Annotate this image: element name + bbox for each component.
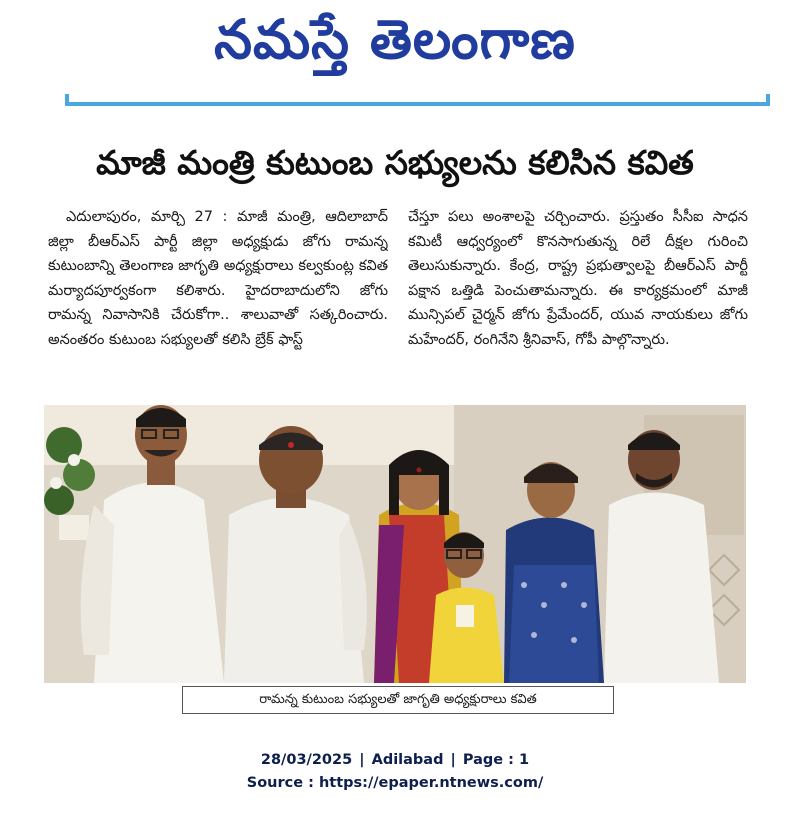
article-body-left-column: ఎదులాపురం, మార్చి 27 : మాజీ మంత్రి, ఆదిలాబాద్ జిల్లా బీఆర్ఎస్ పార్టీ జిల్లా అధ్యక్షుడు జోగు రామన్న కుటుంబాన్ని తెలంగాణ జాగృతి అధ్యక్షురాలు కల్వకుంట్ల కవిత మర్యాదపూర్వకంగా కలిశారు. హైదరాబాదులోని జోగు రామన్న నివాసానికి చేరుకోగా.. శాలువాతో సత్కరించారు. అనంతరం కుటుంబ సభ్యులతో కలిసి బ్రేక్ ఫాస్ట్ <box>48 209 388 348</box>
article-body-right-column: చేస్తూ పలు అంశాలపై చర్చించారు. ప్రస్తుతం సీసీఐ సాధన కమిటీ ఆధ్వర్యంలో కొనసాగుతున్న రిలే దీక్షల గురించి తెలుసుకున్నారు. కేంద్ర, రాష్ట్ర ప్రభుత్వాలపై బీఆర్ఎస్ పార్టీ పక్షాన ఒత్తిడి పెంచుతామన్నారు. ఈ కార్యక్రమంలో మాజీ మున్సిపల్ చైర్మన్ జోగు ప్రేమేందర్, యువ నాయకులు జోగు మహేందర్, రంగినేని శ్రీనివాస్, గోపీ పాల్గొన్నారు. <box>408 209 748 348</box>
masthead-rule-right-tick <box>766 94 770 106</box>
footer-date: 28/03/2025 <box>260 752 353 768</box>
footer-source: Source : https://epaper.ntnews.com/ <box>246 775 544 791</box>
newspaper-masthead: నమస్తే తెలంగాణ <box>214 8 576 71</box>
group-photo-illustration <box>44 405 746 683</box>
footer-edition-line: 28/03/2025 | Adilabad | Page : 1 <box>260 752 530 768</box>
article-photo <box>44 405 746 683</box>
article-headline: మాజీ మంత్రి కుటుంబ సభ్యులను కలిసిన కవిత <box>96 143 694 182</box>
masthead-rule <box>65 102 770 106</box>
photo-caption: రామన్న కుటుంబ సభ్యులతో జాగృతి అధ్యక్షురాలు కవిత <box>182 686 614 714</box>
footer-edition: Adilabad <box>371 752 444 768</box>
footer-page: Page : 1 <box>462 752 530 768</box>
